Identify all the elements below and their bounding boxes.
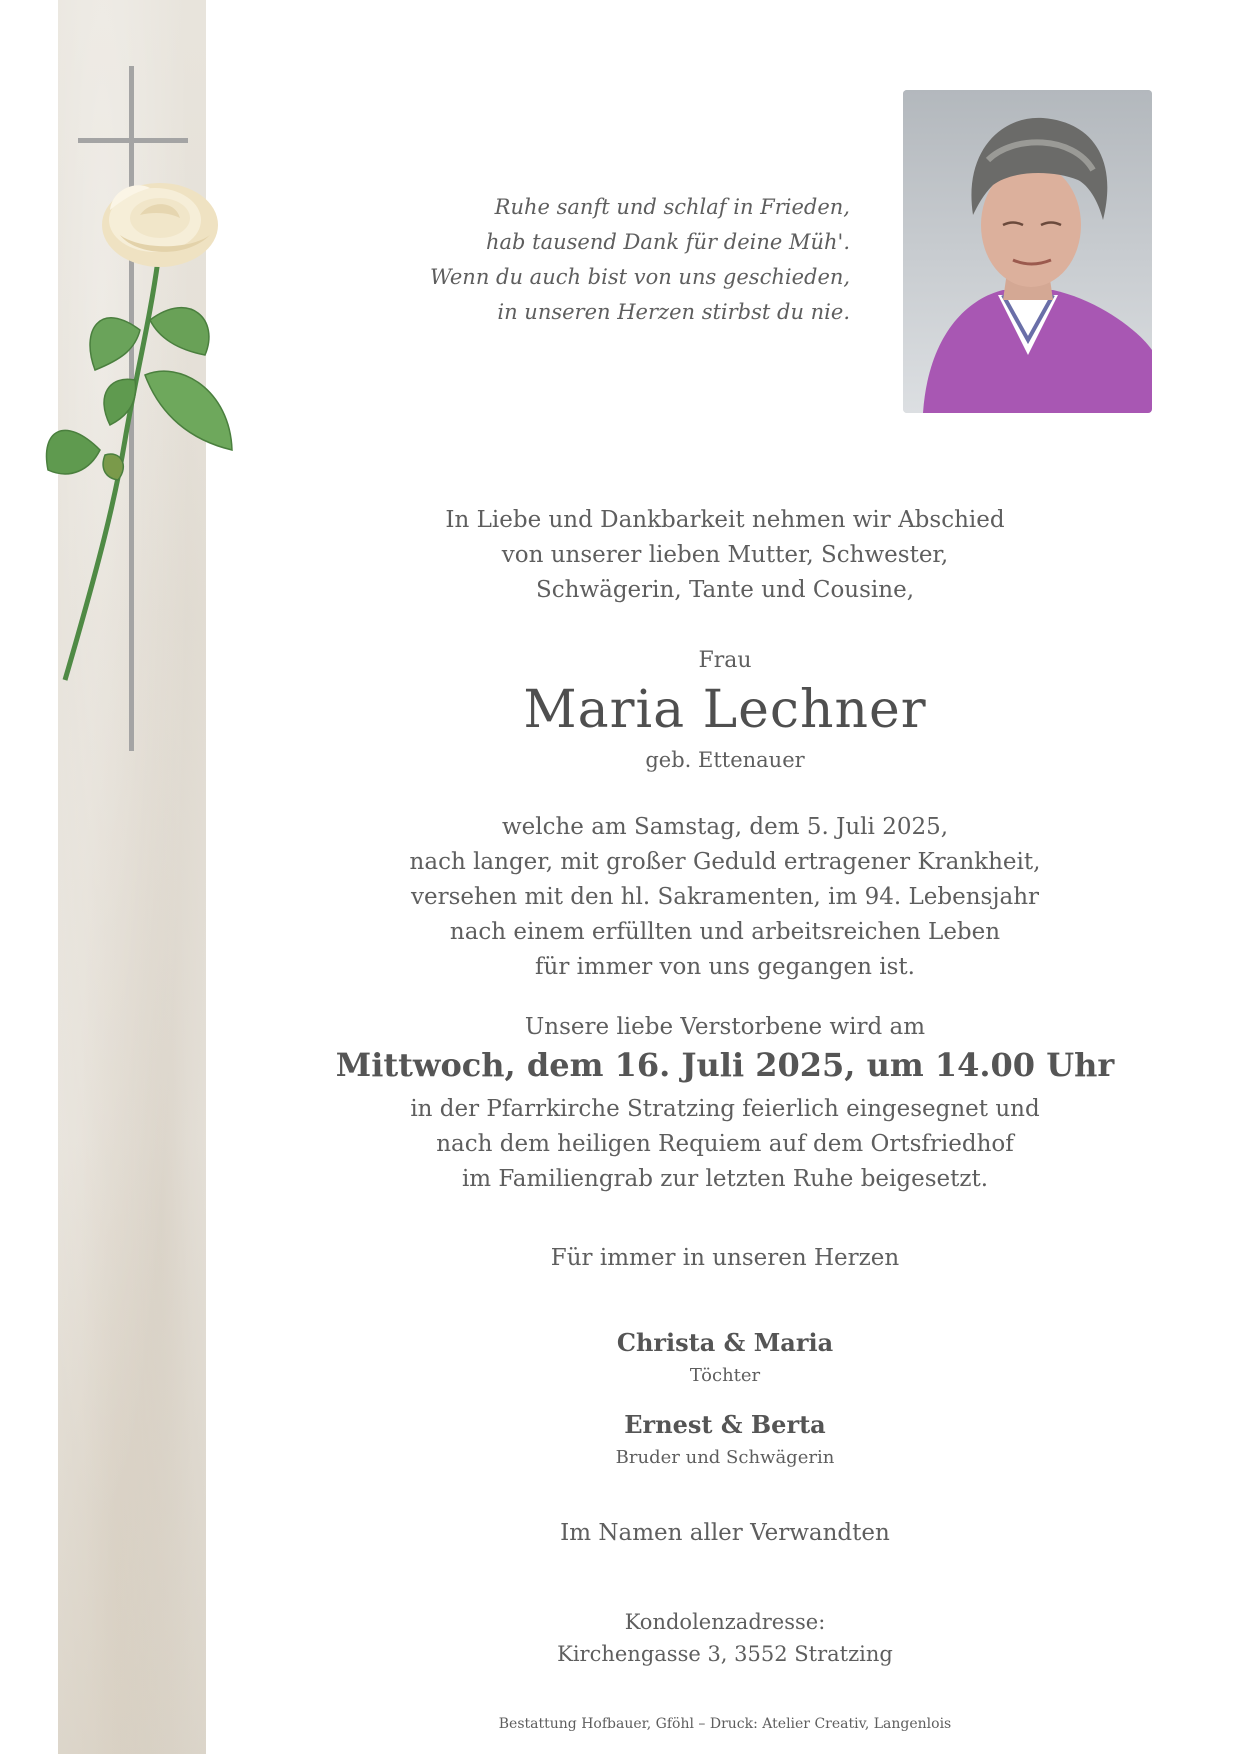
portrait-photo: [903, 90, 1152, 413]
intro-line: In Liebe und Dankbarkeit nehmen wir Abschied: [445, 507, 1005, 533]
poem-line: hab tausend Dank für deine Müh'.: [485, 230, 850, 254]
mourner-relation: Töchter: [689, 1365, 761, 1386]
death-line: für immer von uns gegangen ist.: [535, 954, 915, 980]
death-notice: [320, 810, 1130, 985]
mourner-name: Christa & Maria: [616, 1328, 834, 1357]
funeral-line: nach dem heiligen Requiem auf dem Ortsfriedhof: [436, 1131, 1014, 1157]
relatives-line: Im Namen aller Verwandten: [560, 1520, 890, 1546]
poem: [430, 190, 850, 330]
farewell-intro: [320, 503, 1130, 608]
poem-line: Ruhe sanft und schlaf in Frieden,: [494, 195, 850, 219]
salutation: Frau: [698, 648, 752, 673]
death-line: versehen mit den hl. Sakramenten, im 94. Lebensjahr: [410, 884, 1040, 910]
funeral-date: Mittwoch, dem 16. Juli 2025, um 14.00 Uhr: [335, 1046, 1115, 1084]
death-line: welche am Samstag, dem 5. Juli 2025,: [501, 814, 949, 840]
mourner-name: Ernest & Berta: [624, 1410, 826, 1439]
funeral-line: im Familiengrab zur letzten Ruhe beigesetzt.: [461, 1166, 989, 1192]
deceased-name: Maria Lechner: [523, 680, 927, 740]
condolence-address: Kirchengasse 3, 3552 Stratzing: [557, 1642, 893, 1666]
poem-line: Wenn du auch bist von uns geschieden,: [430, 265, 851, 289]
footer-credits: Bestattung Hofbauer, Gföhl – Druck: Atelier Creativ, Langenlois: [498, 1716, 952, 1732]
death-line: nach einem erfüllten und arbeitsreichen Leben: [449, 919, 1001, 945]
intro-line: von unserer lieben Mutter, Schwester,: [501, 542, 949, 568]
funeral-line: in der Pfarrkirche Stratzing feierlich eingesegnet und: [410, 1096, 1040, 1122]
mourner-relation: Bruder und Schwägerin: [615, 1447, 835, 1468]
condolence-label: Kondolenzadresse:: [624, 1610, 826, 1634]
birth-name: geb. Ettenauer: [645, 748, 805, 772]
rose-icon: [40, 180, 270, 700]
death-line: nach langer, mit großer Geduld ertragener Krankheit,: [409, 849, 1041, 875]
intro-line: Schwägerin, Tante und Cousine,: [535, 577, 915, 603]
funeral-details: [320, 1092, 1130, 1197]
poem-line: in unseren Herzen stirbst du nie.: [497, 300, 850, 324]
closing-line: Für immer in unseren Herzen: [550, 1245, 900, 1271]
funeral-intro: Unsere liebe Verstorbene wird am: [524, 1014, 926, 1040]
cross-horizontal-beam: [78, 138, 188, 143]
